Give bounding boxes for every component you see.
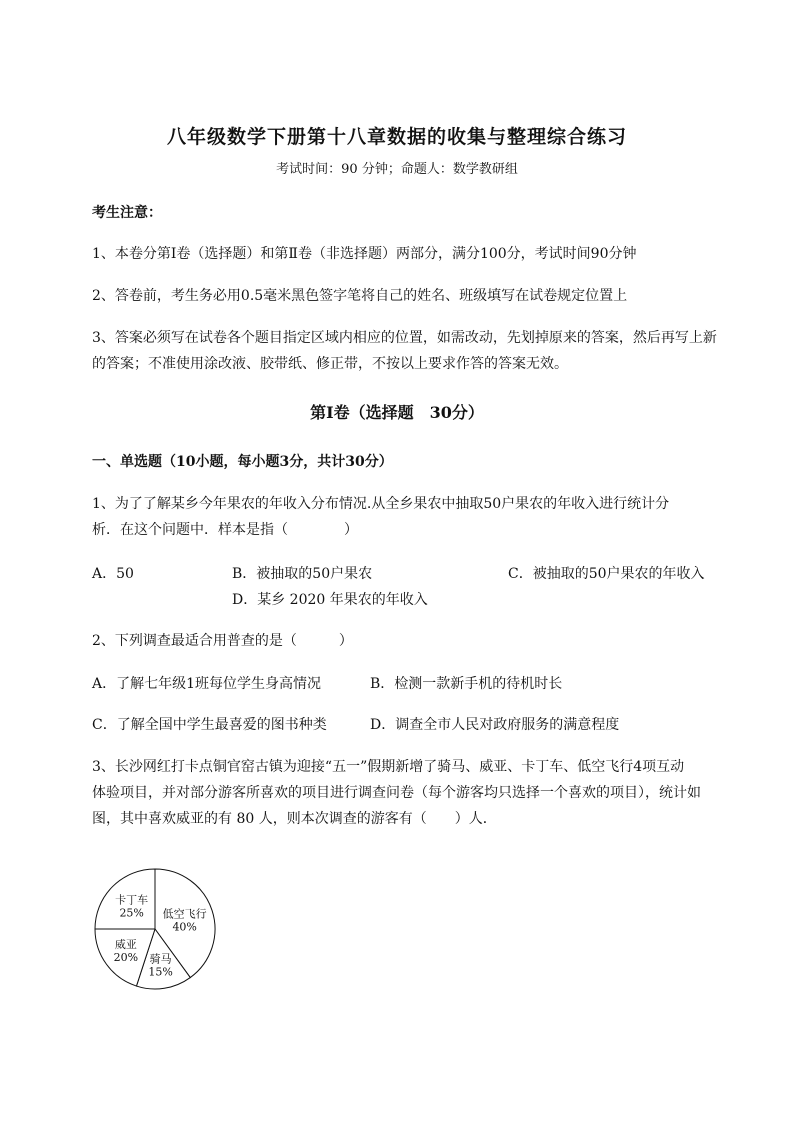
section-title: 第Ⅰ卷（选择题 30分） (310, 403, 484, 422)
pie-slice-name-4: 威亚 (114, 938, 137, 952)
question-1-stem-line1: 1、为了了解某乡今年果农的年收入分布情况.从全乡果农中抽取50户果农的年收入进行统计分 (92, 496, 670, 512)
pie-slice-percent-3: 15% (148, 965, 173, 979)
pie-slice-percent-2: 40% (172, 920, 197, 934)
page-title: 八年级数学下册第十八章数据的收集与整理综合练习 (166, 126, 627, 148)
notice-item-3: 3、答案必须写在试卷各个题目指定区域内相应的位置，如需改动，先划掉原来的答案，然后再写上新 (92, 330, 717, 346)
notice-item-3-continued: 的答案；不准使用涂改液、胶带纸、修正带，不按以上要求作答的答案无效。 (92, 356, 568, 372)
question-1-option-a: A．50 (92, 566, 134, 582)
notice-item-1: 1、本卷分第Ⅰ卷（选择题）和第Ⅱ卷（非选择题）两部分，满分100分，考试时间90分钟 (92, 246, 637, 262)
page-subtitle: 考试时间：90 分钟；命题人：数学教研组 (276, 162, 518, 177)
notice-heading: 考生注意： (92, 205, 162, 221)
pie-slice-percent-4: 20% (113, 951, 139, 965)
question-1-stem-line2: 析．在这个问题中．样本是指（ ） (92, 522, 358, 538)
question-3-stem-line3: 图，其中喜欢威亚的有 80 人，则本次调查的游客有（ ）人． (92, 811, 497, 827)
question-3-stem-line1: 3、长沙网红打卡点铜官窑古镇为迎接“五一”假期新增了骑马、威亚、卡丁车、低空飞行4项互动 (92, 759, 685, 775)
pie-slice-name-1: 卡丁车 (115, 893, 149, 907)
notice-item-2: 2、答卷前，考生务必用0.5毫米黑色签字笔将自己的姓名、班级填写在试卷规定位置上 (92, 288, 628, 304)
question-1-option-c: C．被抽取的50户果农的年收入 (508, 566, 705, 582)
pie-chart (90, 866, 250, 996)
part-heading: 一、单选题（10小题，每小题3分，共计30分） (92, 454, 393, 470)
question-1-option-d: D．某乡 2020 年果农的年收入 (232, 592, 428, 608)
question-3-stem-line2: 体验项目，并对部分游客所喜欢的项目进行调查问卷（每个游客均只选择一个喜欢的项目），统计如 (92, 785, 701, 801)
pie-slice-percent-1: 25% (119, 906, 144, 920)
question-2-option-a: A．了解七年级1班每位学生身高情况 (92, 676, 322, 692)
question-2-stem: 2、下列调查最适合用普查的是（ ） (92, 633, 353, 649)
pie-slice-name-2: 低空飞行 (162, 907, 207, 921)
pie-slice-name-3: 骑马 (149, 952, 172, 966)
question-1-option-b: B．被抽取的50户果农 (232, 566, 373, 582)
question-2-option-d: D．调查全市人民对政府服务的满意程度 (370, 717, 620, 733)
question-2-option-b: B．检测一款新手机的待机时长 (370, 676, 563, 692)
question-2-option-c: C．了解全国中学生最喜爱的图书种类 (92, 717, 327, 733)
